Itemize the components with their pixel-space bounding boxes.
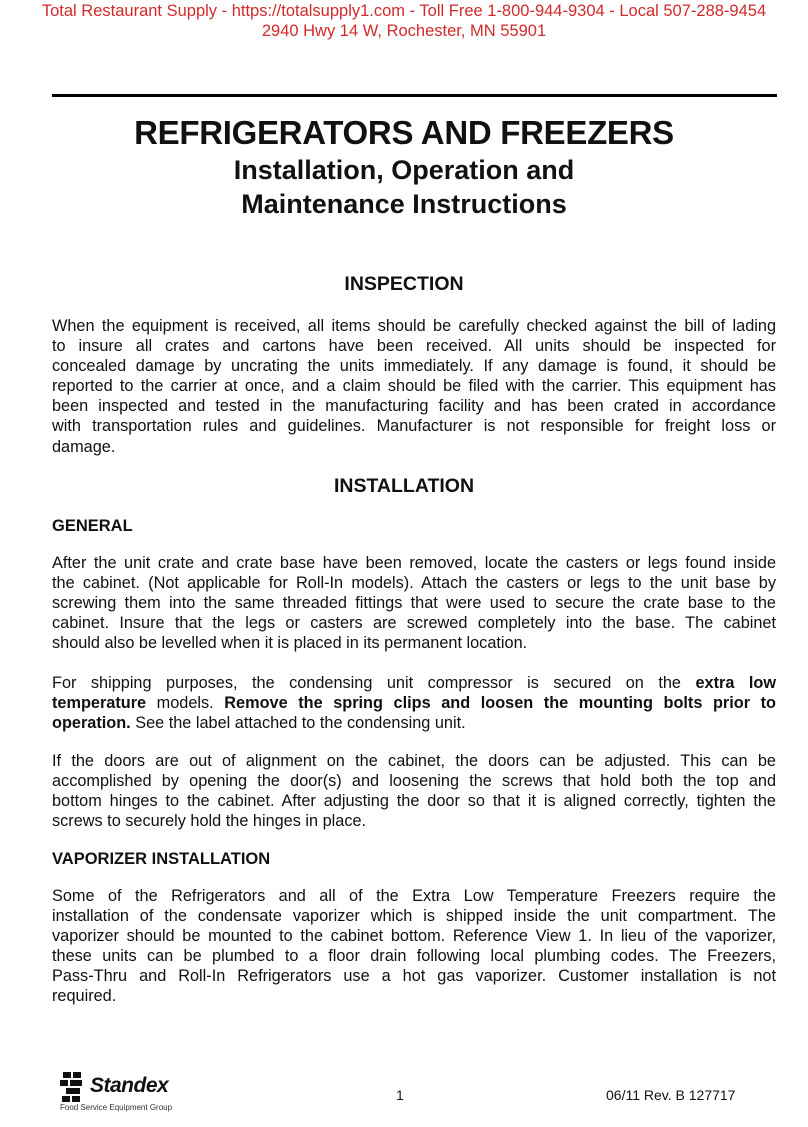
paragraph-line: Some of the Refrigerators and all of the Extra Low Temperature Freezers require the [52, 887, 776, 905]
paragraph-line: to insure all crates and cartons have been received. All units should be inspected for [52, 337, 776, 356]
paragraph-line: bottom hinges to the cabinet. After adjusting the door so that it is aligned correctly, tighten the [52, 792, 776, 811]
paragraph-line: required. [52, 987, 117, 1006]
paragraph-line [52, 713, 776, 733]
paragraph-line: Pass-Thru and Roll-In Refrigerators use a hot gas vaporizer. Customer installation is not [52, 967, 776, 986]
doors-paragraph [52, 751, 776, 831]
general-heading: GENERAL [52, 517, 133, 535]
shipping-warning: operation. [52, 714, 131, 733]
paragraph-line: installation of the condensate vaporizer which is shipped inside the unit compartment. The [52, 907, 776, 926]
paragraph-line: these units can be plumbed to a floor drain following local plumbing codes. The Freezers, [52, 947, 776, 966]
paragraph-line: reported to the carrier at once, and a claim should be filed with the carrier. This equipment has [52, 377, 776, 396]
paragraph-line: been inspected and tested in the manufacturing facility and has been crated in accordance [52, 397, 776, 416]
standex-logo-icon [60, 1072, 86, 1104]
page-number: 1 [396, 1087, 404, 1103]
shipping-text: See the label attached to the condensing unit. [130, 714, 466, 733]
paragraph-line: If the doors are out of alignment on the cabinet, the doors can be adjusted. This can be [52, 752, 776, 770]
paragraph-line: accomplished by opening the door(s) and loosening the screws that hold both the top and [52, 772, 776, 791]
paragraph-line: When the equipment is received, all items should be carefully checked against the bill of lading [52, 317, 776, 335]
vaporizer-paragraph [52, 886, 776, 1007]
paragraph-line: the cabinet. (Not applicable for Roll-In models). Attach the casters or legs to the unit base by [52, 574, 776, 593]
paragraph-line: concealed damage by uncrating the units immediately. If any damage is found, it should be [52, 357, 776, 376]
shipping-emphasis: extra low [695, 674, 776, 692]
general-paragraph [52, 553, 776, 653]
paragraph-line: After the unit crate and crate base have been removed, locate the casters or legs found inside [52, 554, 776, 572]
page-subtitle-line1: Installation, Operation and [233, 155, 575, 185]
paragraph-line: screws to securely hold the hinges in place. [52, 812, 367, 831]
inspection-heading: INSPECTION [344, 273, 464, 295]
shipping-text: For shipping purposes, the condensing unit compressor is secured on the [52, 674, 681, 692]
paragraph-line: damage. [52, 437, 116, 456]
header-address-line: 2940 Hwy 14 W, Rochester, MN 55901 [261, 22, 547, 40]
shipping-text: models. [146, 694, 225, 713]
header-contact-line: Total Restaurant Supply - https://totalsupply1.com - Toll Free 1-800-944-9304 - Local 507-288-9454 [41, 2, 767, 20]
logo-tagline: Food Service Equipment Group [60, 1103, 173, 1112]
page-subtitle-line2: Maintenance Instructions [241, 189, 567, 219]
paragraph-line: cabinet. Insure that the legs or casters are screwed completely into the base. The cabinet [52, 614, 776, 633]
paragraph-line [52, 693, 776, 713]
vaporizer-heading: VAPORIZER INSTALLATION [52, 850, 271, 868]
inspection-paragraph [52, 316, 776, 457]
installation-heading: INSTALLATION [333, 475, 475, 497]
paragraph-line: vaporizer should be mounted to the cabinet bottom. Reference View 1. In lieu of the vaporizer, [52, 927, 776, 946]
title-divider [52, 94, 777, 97]
shipping-paragraph [52, 673, 776, 733]
shipping-emphasis: temperature [52, 694, 147, 713]
paragraph-line: screwing them into the same threaded fittings that were used to secure the crate base to the [52, 594, 776, 613]
paragraph-line: should also be levelled when it is placed in its permanent location. [52, 634, 528, 653]
revision-code: 06/11 Rev. B 127717 [606, 1087, 736, 1103]
paragraph-line [52, 673, 776, 693]
standex-logo [60, 1068, 220, 1112]
shipping-warning: Remove the spring clips and loosen the mounting bolts prior to [224, 694, 776, 713]
page-title: REFRIGERATORS AND FREEZERS [134, 114, 674, 151]
logo-wordmark: Standex [90, 1074, 169, 1097]
paragraph-line: with transportation rules and guidelines. Manufacturer is not responsible for freight loss or [52, 417, 776, 436]
